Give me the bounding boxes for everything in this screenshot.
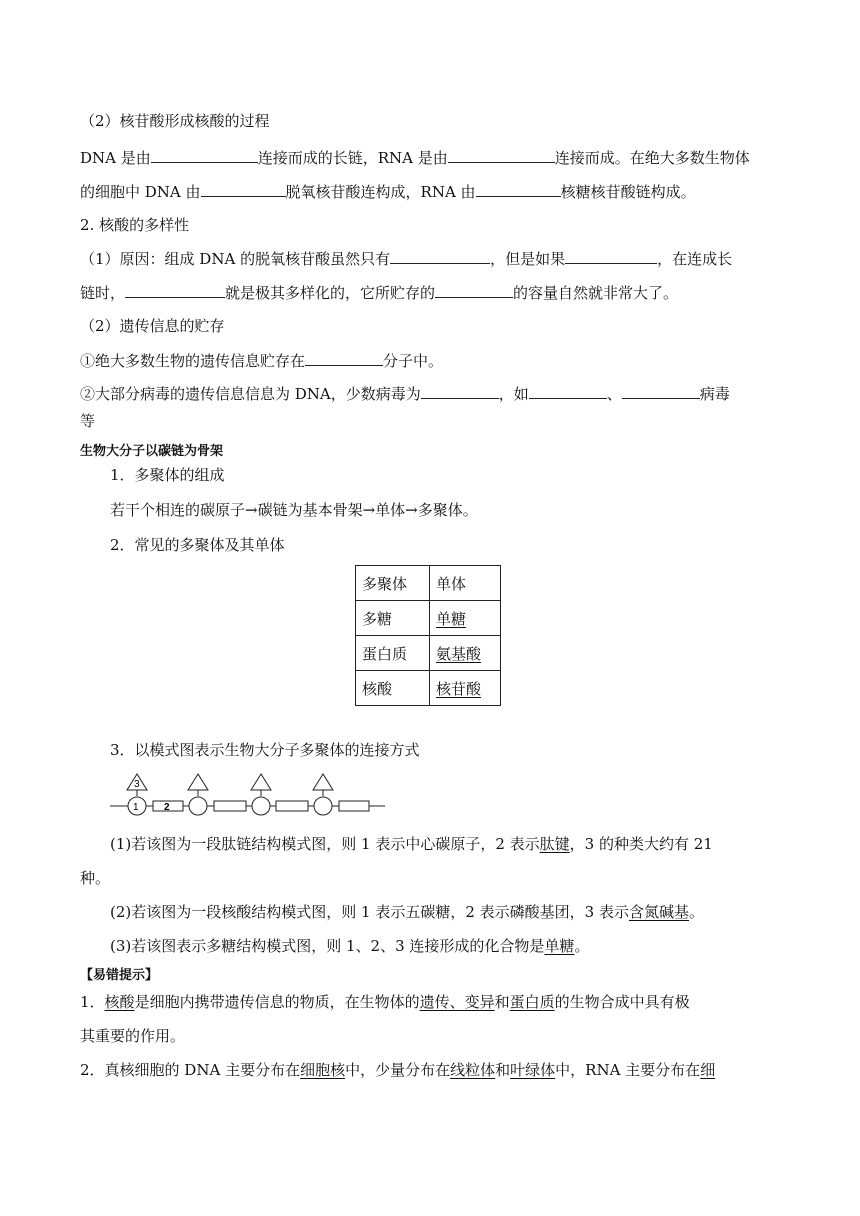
blank-field[interactable] — [421, 383, 499, 399]
text: 就是极其多样化的，它所贮存的 — [225, 284, 436, 302]
text: DNA 是由 — [80, 149, 151, 167]
answer-text: 线粒体 — [450, 1061, 496, 1079]
dna-sentence — [80, 147, 750, 168]
text: 病毒 — [699, 385, 730, 403]
polymer-chain-diagram — [110, 772, 390, 820]
table-row — [356, 671, 501, 706]
text: 连接而成的长链，RNA 是由 — [257, 149, 448, 167]
question-1 — [110, 834, 713, 854]
text: (2)若该图为一段核酸结构模式图，则 1 表示五碳糖，2 表示磷酸基团，3 表示 — [110, 903, 629, 921]
table-cell: 核酸 — [356, 671, 430, 706]
point-2-title: 2．常见的多聚体及其单体 — [110, 536, 285, 554]
table-cell — [430, 601, 501, 636]
blank-field[interactable] — [565, 248, 657, 264]
blank-field[interactable] — [476, 181, 561, 197]
error-tips-heading: 【易错提示】 — [80, 968, 159, 983]
text: 。 — [688, 903, 704, 921]
link-rect — [214, 801, 246, 811]
answer-text: 细胞核 — [300, 1061, 346, 1079]
storage-item-2-cont: 等 — [80, 412, 96, 430]
text: 中，RNA 主要分布在 — [555, 1061, 701, 1079]
answer-text: 细 — [700, 1061, 716, 1079]
text: 是细胞内携带遗传信息的物质，在生物体的 — [134, 993, 420, 1011]
table-cell — [430, 636, 501, 671]
text: 连接而成。在绝大多数生物体 — [554, 149, 750, 167]
blank-field[interactable] — [125, 282, 225, 298]
text: 分子中。 — [383, 352, 444, 370]
diagram-label-3: 3 — [134, 779, 140, 790]
text: 和 — [494, 993, 510, 1011]
table-header-row — [356, 566, 501, 601]
blank-field[interactable] — [390, 248, 490, 264]
text: 脱氧核苷酸连构成，RNA 由 — [285, 183, 476, 201]
text: 链时， — [80, 284, 126, 302]
answer-text: 蛋白质 — [509, 993, 555, 1011]
table-cell: 多糖 — [356, 601, 430, 636]
center-circle — [314, 797, 332, 815]
text: 2．真核细胞的 DNA 主要分布在 — [80, 1061, 301, 1079]
table-cell — [430, 671, 501, 706]
text: ①绝大多数生物的遗传信息贮存在 — [80, 352, 306, 370]
blank-field[interactable] — [448, 147, 555, 163]
text: 1． — [80, 993, 105, 1011]
text: (1)若该图为一段肽链结构模式图，则 1 表示中心碳原子，2 表示 — [110, 835, 540, 853]
text: ，如 — [498, 385, 529, 403]
link-rect — [276, 801, 308, 811]
blank-field[interactable] — [151, 147, 258, 163]
center-circle — [252, 797, 270, 815]
text: ，3 的种类大约有 21 — [569, 835, 713, 853]
polymer-table — [355, 565, 501, 706]
diversity-chain — [80, 282, 678, 303]
text: (3)若该图表示多糖结构模式图，则 1、2、3 连接形成的化合物是 — [110, 937, 545, 955]
base-triangle — [313, 774, 333, 790]
base-triangle — [251, 774, 271, 790]
text: ，但是如果 — [490, 250, 566, 268]
blank-field[interactable] — [305, 350, 383, 366]
answer-text: 遗传、变异 — [419, 993, 495, 1011]
text: 、 — [606, 385, 622, 403]
answer-text: 叶绿体 — [510, 1061, 556, 1079]
table-cell-answer: 氨基酸 — [436, 644, 482, 663]
text: （1）原因：组成 DNA 的脱氧核苷酸虽然只有 — [80, 250, 391, 268]
answer-text: 含氮碱基 — [628, 903, 689, 921]
text: 的容量自然就非常大了。 — [513, 284, 679, 302]
link-rect — [339, 801, 369, 811]
base-triangle — [188, 774, 208, 790]
question-3 — [110, 936, 589, 956]
section-heading-carbon: 生物大分子以碳链为骨架 — [80, 444, 224, 459]
answer-text: 单糖 — [544, 937, 575, 955]
point-1-title: 1．多聚体的组成 — [110, 466, 225, 484]
storage-item-1 — [80, 350, 443, 371]
text: 。 — [574, 937, 590, 955]
question-2 — [110, 902, 704, 922]
text: 核糖核苷酸链构成。 — [560, 183, 696, 201]
blank-field[interactable] — [201, 181, 286, 197]
storage-title: （2）遗传信息的贮存 — [80, 317, 225, 335]
diversity-reason — [80, 248, 732, 269]
error-tip-2 — [80, 1060, 715, 1080]
storage-item-2 — [80, 383, 730, 404]
text: 的生物合成中具有极 — [554, 993, 690, 1011]
table-row — [356, 601, 501, 636]
cell-sentence — [80, 181, 696, 202]
blank-field[interactable] — [529, 383, 607, 399]
blank-field[interactable] — [435, 282, 513, 298]
point-3-title: 3．以模式图表示生物大分子多聚体的连接方式 — [110, 741, 420, 759]
text: 中，少量分布在 — [345, 1061, 451, 1079]
question-1-cont: 种。 — [80, 869, 111, 887]
center-circle — [189, 797, 207, 815]
text: 的细胞中 DNA 由 — [80, 183, 201, 201]
table-cell-answer: 单糖 — [436, 609, 467, 628]
text: 和 — [495, 1061, 511, 1079]
diagram-label-2: 2 — [164, 802, 170, 813]
point-1-text: 若干个相连的碳原子→碳链为基本骨架→单体→多聚体。 — [110, 501, 478, 519]
diagram-label-1: 1 — [133, 802, 139, 813]
blank-field[interactable] — [622, 383, 700, 399]
answer-text: 核酸 — [104, 993, 135, 1011]
table-header-cell: 单体 — [430, 566, 501, 601]
diversity-title: 2. 核酸的多样性 — [80, 216, 190, 234]
text: ②大部分病毒的遗传信息信息为 DNA，少数病毒为 — [80, 385, 421, 403]
error-tip-1-cont: 其重要的作用。 — [80, 1027, 186, 1045]
table-row — [356, 636, 501, 671]
text: ，在连成长 — [657, 250, 733, 268]
answer-text: 肽键 — [539, 835, 570, 853]
error-tip-1 — [80, 992, 690, 1012]
table-cell: 蛋白质 — [356, 636, 430, 671]
table-cell-answer: 核苷酸 — [436, 679, 482, 698]
table-header-cell: 多聚体 — [356, 566, 430, 601]
subsection-title-nucleic-formation: （2）核苷酸形成核酸的过程 — [80, 112, 270, 130]
